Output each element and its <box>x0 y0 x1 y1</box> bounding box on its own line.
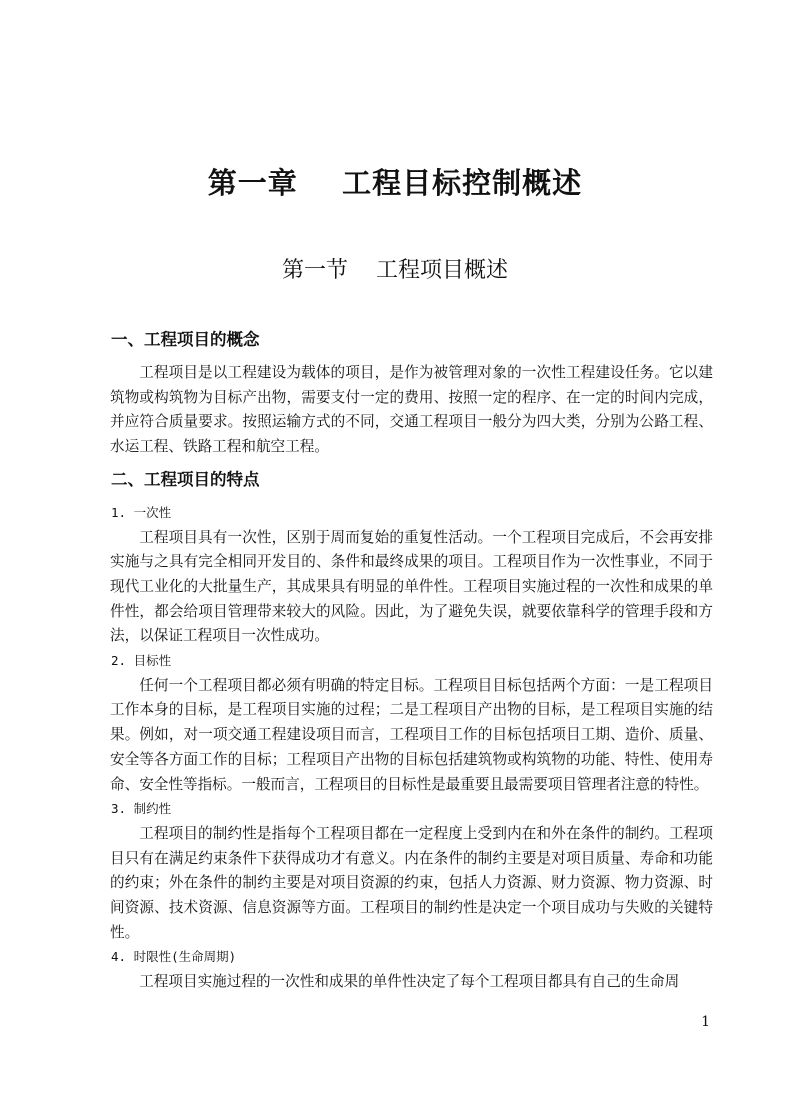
subheading-constraint: 3. 制约性 <box>111 801 172 817</box>
heading-project-features: 二、工程项目的特点 <box>111 469 260 489</box>
paragraph-one-time: 工程项目具有一次性，区别于周而复始的重复性活动。一个工程项目完成后，不会再安排实施与之具有完全相同开发目的、条件和最终成果的项目。工程项目作为一次性事业，不同于现代工业化的大批量生产，其成果具有明显的单件性。工程项目实施过程的一次性和成果的单件性，都会给项目管理带来较大的风险。因此，为了避免失误，就要依靠科学的管理手段和方法，以保证工程项目一次性成功。 <box>110 528 713 645</box>
page-number: 1 <box>701 1014 710 1030</box>
paragraph-time-limit: 工程项目实施过程的一次性和成果的单件性决定了每个工程项目都具有自己的生命周 <box>139 973 680 991</box>
chapter-title: 第一章 工程目标控制概述 <box>207 166 583 200</box>
paragraph-project-concept: 工程项目是以工程建设为载体的项目，是作为被管理对象的一次性工程建设任务。它以建筑物或构筑物为目标产出物，需要支付一定的费用、按照一定的程序、在一定的时间内完成，并应符合质量要求。按照运输方式的不同，交通工程项目一般分为四大类，分别为公路工程、水运工程、铁路工程和航空工程。 <box>110 364 713 456</box>
subheading-one-time: 1. 一次性 <box>111 504 172 520</box>
subheading-objective: 2. 目标性 <box>111 653 172 669</box>
paragraph-constraint: 工程项目的制约性是指每个工程项目都在一定程度上受到内在和外在条件的制约。工程项目只有在满足约束条件下获得成功才有意义。内在条件的制约主要是对项目质量、寿命和功能的约束；外在条件的制约主要是对项目资源的约束，包括人力资源、财力资源、物力资源、时间资源、技术资源、信息资源等方面。工程项目的制约性是决定一个项目成功与失败的关键特性。 <box>110 824 713 941</box>
body-text <box>110 327 713 995</box>
heading-project-concept: 一、工程项目的概念 <box>111 330 260 349</box>
subheading-time-limit: 4. 时限性(生命周期) <box>111 949 237 965</box>
paragraph-objective: 任何一个工程项目都必须有明确的特定目标。工程项目目标包括两个方面：一是工程项目工作本身的目标，是工程项目实施的过程；二是工程项目产出物的目标，是工程项目实施的结果。例如，对一项交通工程建设项目而言，工程项目工作的目标包括项目工期、造价、质量、安全等各方面工作的目标；工程项目产出物的目标包括建筑物或构筑物的功能、特性、使用寿命、安全性等指标。一般而言，工程项目的目标性是最重要且最需要项目管理者注意的特性。 <box>110 676 713 793</box>
section-title: 第一节 工程项目概述 <box>282 258 508 283</box>
